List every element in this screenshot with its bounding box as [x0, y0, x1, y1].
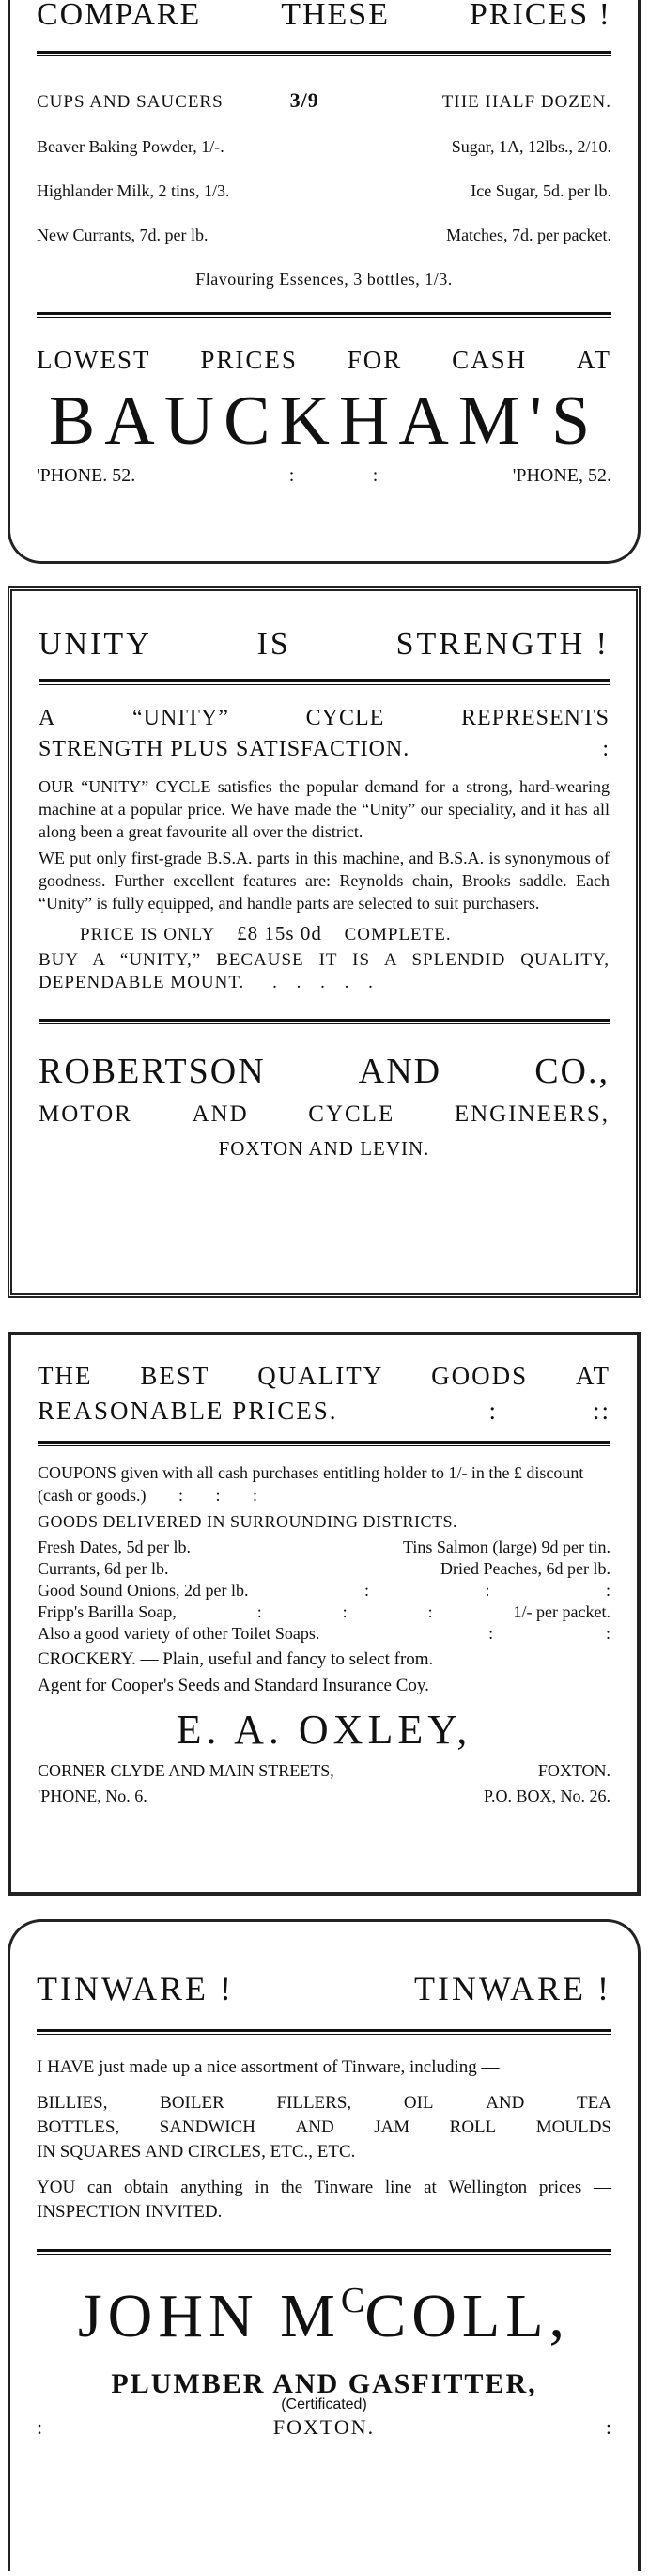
coupons-text: COUPONS given with all cash purchases entitling holder to 1/- in the £ discount (cash or goods.) — [38, 1463, 584, 1505]
lowest-word: PRICES — [200, 346, 298, 374]
separator: : — [178, 1486, 183, 1505]
list-word: BOTTLES, — [37, 2117, 120, 2137]
title-word: TINWARE ! — [37, 1970, 234, 2007]
ad3-address — [38, 1761, 610, 1781]
ad2-price-line — [39, 922, 610, 945]
item-row — [38, 1624, 610, 1644]
ad2-subtitle — [39, 737, 610, 762]
ad2-paragraph: OUR “UNITY” CYCLE satisfies the popular demand for a strong, hard-wearing machine at a popular price. We have made the “Unity” our speciality, and it has all along been a great favourite all over the district. — [39, 777, 610, 841]
price-item: Beaver Baking Powder, 1/-. — [37, 137, 224, 156]
item-text: Fripp's Barilla Soap, — [38, 1602, 177, 1621]
ad4-town-row — [37, 2415, 611, 2440]
item-text: Good Sound Onions, 2d per lb. — [38, 1581, 249, 1600]
price-item: Matches, 7d. per packet. — [446, 226, 611, 244]
address-text: CORNER CLYDE AND MAIN STREETS, — [38, 1761, 334, 1780]
title-word: AT — [576, 1362, 610, 1390]
ad1-lowest-prices — [37, 346, 611, 375]
ad2-paragraph: WE put only first-grade B.S.A. parts in this machine, and B.S.A. is synonymous of goodness. Further excellent features are: Reynolds chain, Brooks saddle. Each “Unity” is fully equipped, and handle parts are selected to suit purchasers. — [39, 849, 610, 913]
ad-robertson — [8, 586, 641, 1298]
phone-text: 'PHONE, 52. — [512, 465, 611, 486]
lowest-word: FOR — [347, 346, 403, 374]
subtitle-text: STRENGTH PLUS SATISFACTION. — [39, 737, 410, 761]
ad4-list-row — [37, 2117, 611, 2138]
ad1-title — [37, 0, 611, 34]
price-row — [37, 88, 611, 113]
price-item: CUPS AND SAUCERS — [37, 92, 224, 112]
ad2-firm-location: FOXTON AND LEVIN. — [218, 1137, 430, 1160]
item-text: Currants, 6d per lb. — [38, 1559, 169, 1578]
divider — [37, 51, 611, 56]
town-text: FOXTON. — [272, 2415, 376, 2439]
price-value: 3/9 — [289, 88, 319, 112]
divider — [39, 1019, 610, 1024]
title-word: TINWARE ! — [414, 1970, 611, 2007]
ad4-shop-name — [37, 2283, 611, 2348]
divider — [37, 312, 611, 318]
separator: : — [427, 1602, 433, 1621]
subtitle-word: “UNITY” — [132, 706, 229, 730]
list-word: SANDWICH — [159, 2117, 256, 2137]
item-row — [38, 1602, 610, 1622]
title-word: GOODS — [431, 1362, 529, 1390]
ad2-firm-name — [39, 1051, 610, 1092]
ad4-list-row: IN SQUARES AND CIRCLES, ETC., ETC. — [37, 2142, 356, 2162]
item-text: Dried Peaches, 6d per lb. — [440, 1559, 610, 1578]
separator: : — [253, 1486, 258, 1505]
separator: : — [602, 737, 610, 761]
list-word: TEA — [577, 2093, 611, 2113]
ad1-title-word: THESE — [281, 0, 390, 32]
ad1-title-word: COMPARE — [37, 0, 202, 32]
ad2-firm-trade — [39, 1101, 610, 1128]
ad-bauckhams — [8, 0, 641, 564]
address-text: FOXTON. — [537, 1761, 610, 1780]
trade-word: MOTOR — [39, 1101, 132, 1127]
paragraph-text: BUY A “UNITY,” BECAUSE IT IS A SPLENDID QUALITY, DEPENDABLE MOUNT. — [39, 950, 610, 992]
ad4-paragraph: YOU can obtain anything in the Tinware line at Wellington prices — INSPECTION INVITED. — [37, 2178, 611, 2222]
separator: : — [363, 1581, 369, 1600]
item-text: Fresh Dates, 5d per lb. — [38, 1538, 191, 1556]
price-item: New Currants, 7d. per lb. — [37, 226, 209, 244]
separator: :: — [592, 1397, 610, 1425]
divider — [38, 1441, 610, 1446]
ad3-coupons — [38, 1461, 610, 1507]
name-part: COLL, — [364, 2282, 571, 2350]
divider — [39, 679, 610, 685]
ad1-shop-name: BAUCKHAM'S — [48, 382, 600, 460]
item-text: Also a good variety of other Toilet Soaps. — [38, 1624, 320, 1643]
price-item: Ice Sugar, 5d. per lb. — [471, 181, 611, 200]
separator: : — [488, 1624, 494, 1643]
separator: : — [605, 2415, 611, 2439]
ad-oxley — [8, 1332, 641, 1896]
ad1-phone-row — [37, 465, 611, 487]
separator: : — [215, 1486, 221, 1505]
lowest-word: LOWEST — [37, 346, 151, 374]
firm-word: CO., — [534, 1052, 610, 1091]
ad3-title — [38, 1362, 610, 1391]
separator: : — [605, 1624, 610, 1643]
title-word: QUALITY — [257, 1362, 384, 1390]
firm-word: ROBERTSON — [39, 1052, 266, 1091]
name-part: JOHN M — [77, 2282, 341, 2350]
ad1-title-word: PRICES ! — [469, 0, 611, 32]
phone-text: 'PHONE. 52. — [37, 465, 136, 486]
price-row: Flavouring Essences, 3 bottles, 1/3. — [195, 270, 453, 289]
separator: . . . . . — [272, 973, 380, 992]
firm-word: AND — [358, 1052, 442, 1091]
separator: : — [372, 465, 379, 486]
trade-word: CYCLE — [308, 1101, 395, 1127]
lowest-word: AT — [576, 346, 611, 374]
title-word: THE — [38, 1362, 93, 1390]
ad3-crockery: CROCKERY. — Plain, useful and fancy to select from. — [38, 1649, 434, 1669]
name-sup: C — [340, 2281, 365, 2320]
list-word: MOULDS — [535, 2117, 611, 2137]
list-word: JAM — [374, 2117, 410, 2137]
item-text: 1/- per packet. — [513, 1602, 610, 1621]
list-word: FILLERS, — [276, 2093, 352, 2113]
ad4-trade: PLUMBER AND GASFITTER, — [111, 2368, 537, 2399]
item-text: Tins Salmon (large) 9d per tin. — [403, 1538, 610, 1556]
subtitle-word: A — [39, 706, 56, 730]
title-word: BEST — [140, 1362, 210, 1390]
list-word: AND — [295, 2117, 334, 2137]
ad3-delivered: GOODS DELIVERED IN SURROUNDING DISTRICTS. — [38, 1512, 457, 1531]
ad2-title-word: UNITY — [39, 627, 152, 662]
ad2-paragraph — [39, 949, 610, 994]
ad3-shop-name: E. A. OXLEY, — [176, 1707, 472, 1753]
ad2-title-word: IS — [256, 627, 291, 662]
trade-word: AND — [192, 1101, 249, 1127]
ad-mccoll — [8, 1919, 641, 2571]
item-row — [38, 1559, 610, 1579]
item-row — [38, 1581, 610, 1600]
separator: : — [342, 1602, 348, 1621]
price-suffix: COMPLETE. — [344, 925, 452, 945]
list-word: ROLL — [449, 2117, 497, 2137]
list-word: BILLIES, — [37, 2093, 108, 2113]
separator: : — [37, 2415, 43, 2439]
price-row — [37, 181, 611, 201]
price-row — [37, 137, 611, 157]
ad2-subtitle — [39, 706, 610, 731]
ad4-paragraph: I HAVE just made up a nice assortment of Tinware, including — — [37, 2057, 500, 2077]
ad2-title — [39, 627, 610, 663]
separator: : — [485, 1581, 490, 1600]
divider — [37, 2249, 611, 2255]
ad2-title-word: STRENGTH ! — [395, 627, 610, 662]
trade-word: ENGINEERS, — [454, 1101, 610, 1127]
separator: : — [256, 1602, 262, 1621]
list-word: AND — [486, 2093, 525, 2113]
divider — [37, 2029, 611, 2035]
price-item: Highlander Milk, 2 tins, 1/3. — [37, 181, 230, 200]
separator: : — [288, 465, 295, 486]
price-item: THE HALF DOZEN. — [441, 92, 611, 112]
separator: : — [605, 1581, 610, 1600]
ad3-phone — [38, 1787, 610, 1806]
box-text: P.O. BOX, No. 26. — [483, 1787, 610, 1805]
separator: : — [488, 1397, 499, 1425]
lowest-word: CASH — [452, 346, 528, 374]
price-value: £8 15s 0d — [237, 922, 322, 945]
price-item: Sugar, 1A, 12lbs., 2/10. — [451, 137, 611, 156]
title-text: REASONABLE PRICES. — [38, 1397, 338, 1425]
price-label: PRICE IS ONLY — [80, 925, 215, 945]
price-row — [37, 226, 611, 245]
ad3-agent: Agent for Cooper's Seeds and Standard Insurance Coy. — [38, 1676, 429, 1695]
subtitle-word: CYCLE — [305, 706, 385, 730]
ad4-list-row — [37, 2093, 611, 2114]
ad3-title — [38, 1397, 610, 1426]
ad4-title — [37, 1969, 611, 2008]
ad4-certified: (Certificated) — [281, 2396, 367, 2412]
list-word: BOILER — [160, 2093, 224, 2113]
phone-text: 'PHONE, No. 6. — [38, 1787, 147, 1805]
list-word: OIL — [403, 2093, 434, 2113]
subtitle-word: REPRESENTS — [460, 706, 610, 730]
item-row — [38, 1538, 610, 1557]
